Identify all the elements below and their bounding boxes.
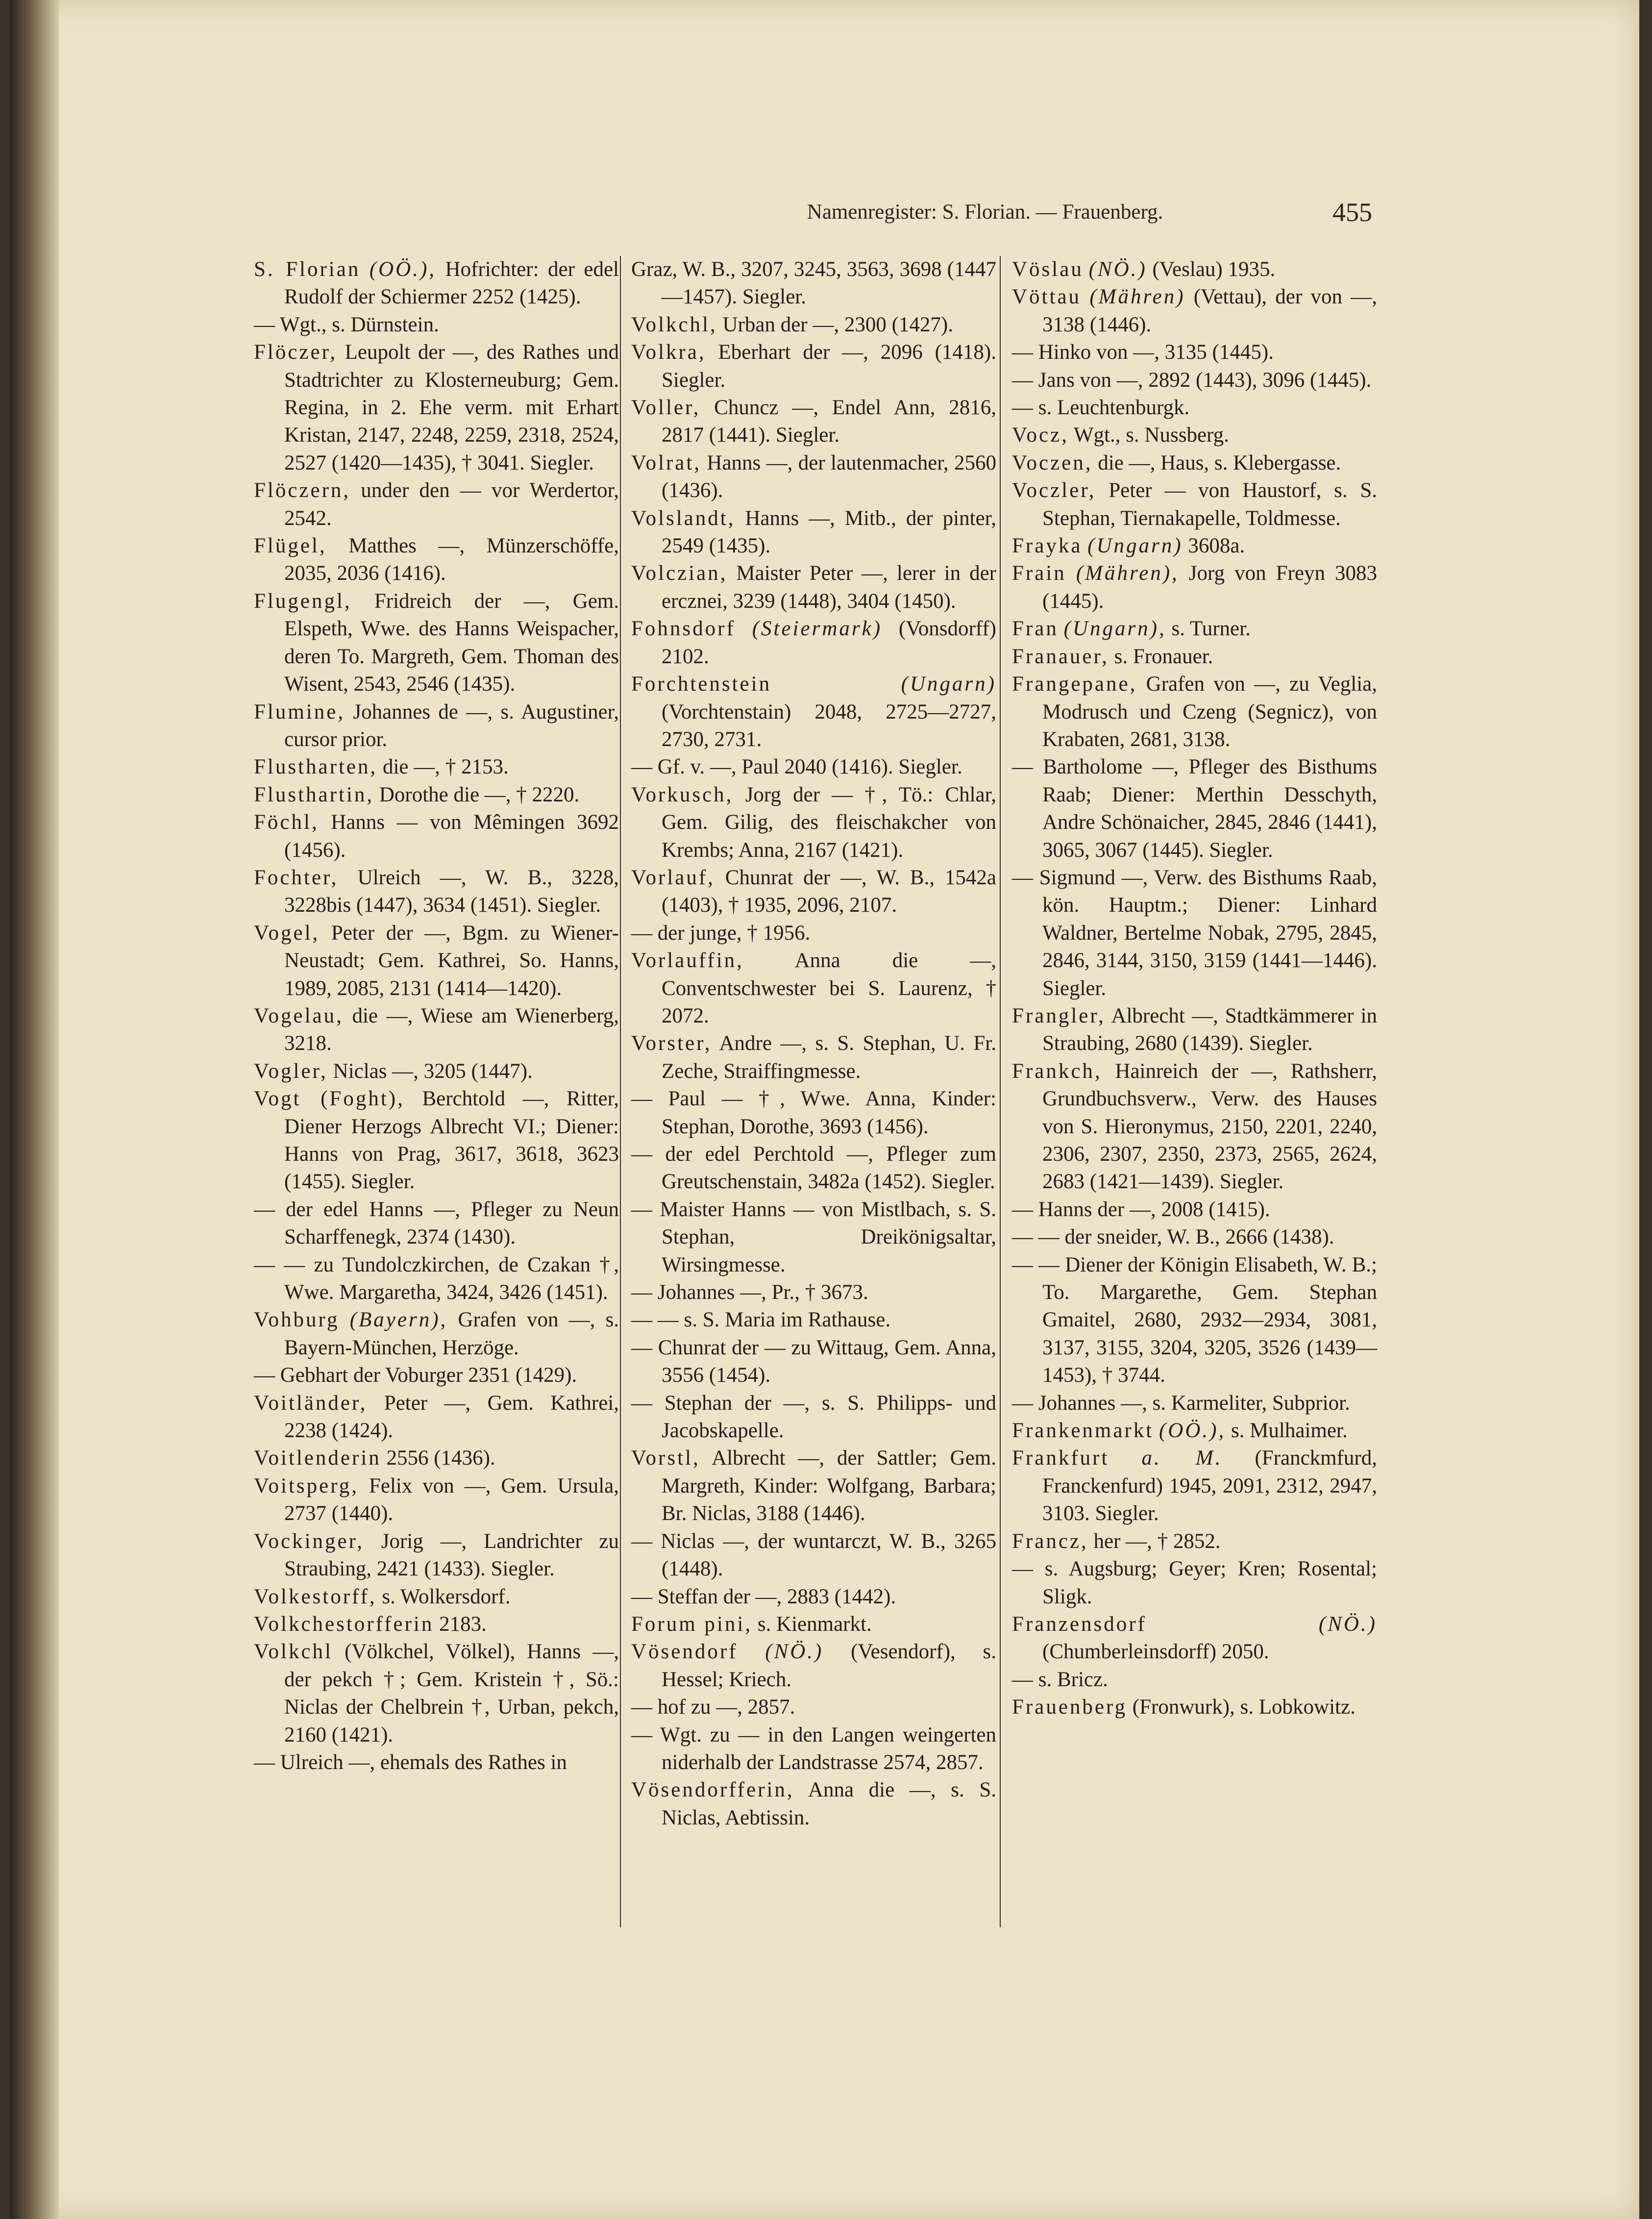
entry-place-qualifier: (Ungarn), [1063, 617, 1166, 641]
index-entry [631, 339, 996, 394]
index-entry [254, 1445, 619, 1472]
index-entry [631, 1196, 996, 1279]
entry-headword: Vorlauffin, [631, 949, 744, 972]
entry-headword: Frangler, [1012, 1004, 1106, 1027]
entry-text: — — s. S. Maria im Rathause. [631, 1308, 891, 1332]
entry-text: (Völkchel, Völkel), Hanns —, der pekch †; Gem. Kristein †, Sö.: Niclas der Chelbrein †, Urban, pekch, 2160 (1421). [284, 1640, 619, 1746]
entry-headword: Vorster, [631, 1032, 712, 1055]
index-entry [631, 1721, 996, 1777]
index-entry [631, 311, 996, 339]
index-entry [631, 671, 996, 753]
entry-text: Chunrat der —, W. B., 1542a (1403), † 1935, 2096, 2107. [662, 866, 996, 917]
book-page [10, 0, 1639, 2219]
entry-text: Ulreich —, W. B., 3228, 3228bis (1447), 3634 (1451). Siegler. [284, 866, 619, 917]
entry-headword: Volkra, [631, 341, 706, 364]
entry-headword: Franzensdorf [1012, 1612, 1147, 1636]
entry-headword: Vocz, [1012, 424, 1069, 447]
index-entry [254, 1528, 619, 1583]
entry-text: Andre —, s. S. Stephan, U. Fr. Zeche, Straiffingmesse. [662, 1032, 996, 1083]
entry-headword: Vorstl, [631, 1446, 700, 1470]
entry-text: Fridreich der —, Gem. Elspeth, Wwe. des Hanns Weispacher, deren To. Margreth, Gem. Thoman des Wisent, 2543, 2546 (1435). [284, 589, 619, 696]
index-entry [631, 1776, 996, 1832]
entry-headword: Volkchl [254, 1640, 333, 1664]
index-entry [631, 864, 996, 920]
entry-headword: Fran [1012, 617, 1059, 641]
entry-text: (Chumberleinsdorff) 2050. [1042, 1640, 1269, 1664]
entry-headword: Volrat, [631, 451, 702, 474]
entry-text: (Vonsdorff) 2102. [662, 617, 996, 668]
entry-headword: Vöttau [1012, 285, 1082, 309]
entry-place-qualifier: (Ungarn) [1087, 534, 1183, 558]
entry-headword: Flustharten, [254, 755, 378, 779]
index-entry [254, 920, 619, 1002]
entry-headword: Volkchl, [631, 313, 717, 336]
entry-headword: Vogler, [254, 1059, 328, 1083]
entry-text: — Hanns der —, 2008 (1415). [1012, 1197, 1270, 1221]
entry-text: — s. Augsburg; Geyer; Kren; Rosental; Sligk. [1012, 1557, 1377, 1608]
entry-text: Urban der —, 2300 (1427). [717, 313, 954, 336]
entry-text: — der junge, † 1956. [631, 921, 811, 945]
index-entry [631, 1583, 996, 1611]
entry-headword: Frauenberg [1012, 1695, 1128, 1719]
index-entry [254, 1638, 619, 1749]
entry-headword: Franauer, [1012, 645, 1109, 668]
entry-headword: Voitsperg, [254, 1474, 359, 1497]
index-entry [631, 1694, 996, 1721]
index-entry [1012, 1251, 1377, 1390]
entry-text: — Ulreich —, ehemals des Rathes in [254, 1750, 567, 1774]
index-entry [631, 1611, 996, 1638]
entry-text: die —, Wiese am Wienerberg, 3218. [284, 1004, 619, 1055]
entry-headword: S. Florian [254, 258, 361, 281]
index-entry [1012, 560, 1377, 615]
entry-text: Chuncz —, Endel Ann, 2816, 2817 (1441). Siegler. [662, 396, 996, 447]
entry-text: Wgt., s. Nussberg. [1068, 424, 1229, 447]
entry-place-qualifier: (NÖ.) [1318, 1612, 1377, 1636]
index-entry [254, 1390, 619, 1445]
entry-text: — Johannes —, s. Karmeliter, Subprior. [1012, 1391, 1350, 1415]
index-entry [1012, 1417, 1377, 1445]
index-entry [254, 339, 619, 477]
entry-text: — Maister Hanns — von Mistlbach, s. S. Stephan, Dreikönigsaltar, Wirsingmesse. [631, 1197, 996, 1276]
entry-place-qualifier: (OÖ.), [369, 258, 437, 281]
entry-text: s. Kienmarkt. [752, 1612, 872, 1636]
entry-text: (Vesendorf), s. Hessel; Kriech. [662, 1640, 996, 1691]
index-entry [254, 1196, 619, 1251]
entry-text: Maister Peter —, lerer in der ercznei, 3239 (1448), 3404 (1450). [662, 562, 996, 613]
entry-text: — — zu Tundolczkirchen, de Czakan †, Wwe. Margaretha, 3424, 3426 (1451). [254, 1253, 619, 1304]
entry-headword: Fochter, [254, 866, 339, 889]
entry-headword: Flöczern, [254, 479, 351, 502]
column-rule-2 [1000, 256, 1001, 1927]
entry-headword: Volslandt, [631, 506, 736, 530]
page-number: 455 [1332, 198, 1372, 227]
entry-text: — Gebhart der Voburger 2351 (1429). [254, 1364, 577, 1387]
entry-text: Hanns —, Mitb., der pinter, 2549 (1435). [662, 506, 996, 558]
index-entry [254, 256, 619, 311]
entry-text: Hanns —, der lautenmacher, 2560 (1436). [662, 451, 996, 502]
index-entry [631, 1030, 996, 1085]
index-entry [631, 1279, 996, 1306]
entry-text: — Wgt. zu — in den Langen weingerten niderhalb der Landstrasse 2574, 2857. [631, 1723, 996, 1774]
index-entry [631, 781, 996, 864]
entry-headword: Flügel, [254, 534, 327, 558]
entry-text: Grafen von —, s. Bayern-München, Herzöge. [284, 1308, 619, 1359]
entry-headword: Vockinger, [254, 1529, 364, 1553]
entry-headword: Frayka [1012, 534, 1083, 558]
index-entry [631, 753, 996, 781]
column-rule-1 [620, 256, 621, 1927]
entry-text: 2556 (1436). [381, 1446, 495, 1470]
index-column-1 [254, 256, 619, 1776]
index-entry [254, 781, 619, 809]
entry-text: Anna die —, s. S. Niclas, Aebtissin. [662, 1778, 996, 1829]
index-entry [1012, 1445, 1377, 1527]
index-entry [1012, 615, 1377, 643]
index-entry [631, 920, 996, 947]
entry-text: Hainreich der —, Rathsherr, Grundbuchsverw., Verw. des Hauses von S. Hieronymus, 2150, 2201, 2240, 2306, 2307, 2350, 2373, 2565, 2624, 2683 (1421—1439). Siegler. [1042, 1059, 1377, 1194]
entry-text: Graz, W. B., 3207, 3245, 3563, 3698 (1447—1457). Siegler. [631, 258, 996, 309]
entry-text: — der edel Perchtold —, Pfleger zum Greutschenstain, 3482a (1452). Siegler. [631, 1143, 996, 1194]
entry-text: — Niclas —, der wuntarczt, W. B., 3265 (1448). [631, 1529, 996, 1581]
index-entry [254, 1251, 619, 1307]
entry-headword: Vorlauf, [631, 866, 715, 889]
entry-text: — Hinko von —, 3135 (1445). [1012, 341, 1274, 364]
entry-text: her —, † 2852. [1088, 1529, 1221, 1553]
index-entry [1012, 671, 1377, 753]
entry-headword: Voczler, [1012, 479, 1096, 502]
entry-text: — hof zu —, 2857. [631, 1695, 795, 1719]
index-entry [1012, 1002, 1377, 1058]
entry-headword: Volczian, [631, 562, 728, 585]
entry-text: — s. Leuchtenburgk. [1012, 396, 1190, 420]
index-entry [631, 560, 996, 615]
index-entry [254, 1085, 619, 1196]
entry-text: s. Wolkersdorf. [376, 1585, 511, 1608]
index-entry [1012, 367, 1377, 394]
index-entry [631, 1390, 996, 1445]
entry-text: — der edel Hanns —, Pfleger zu Neun Scharffenegk, 2374 (1430). [254, 1197, 619, 1249]
entry-headword: Flumine, [254, 700, 345, 723]
entry-headword: Föchl, [254, 811, 319, 834]
index-entry [254, 1058, 619, 1085]
index-entry [1012, 394, 1377, 422]
entry-place-qualifier: (Ungarn) [901, 673, 996, 696]
entry-headword: Vogt (Foght), [254, 1087, 405, 1111]
entry-text: — Chunrat der — zu Wittaug, Gem. Anna, 3556 (1454). [631, 1336, 996, 1387]
entry-headword: Vösendorf [631, 1640, 738, 1664]
index-entry [254, 1362, 619, 1389]
entry-headword: Voller, [631, 396, 701, 420]
entry-text: — s. Bricz. [1012, 1668, 1108, 1691]
entry-headword: Forchtenstein [631, 673, 772, 696]
entry-headword: Forum pini, [631, 1612, 753, 1636]
index-entry [254, 311, 619, 339]
page-gutter [10, 0, 59, 2219]
entry-headword: Fohnsdorf [631, 617, 736, 641]
index-entry [631, 947, 996, 1030]
entry-headword: Flugengl, [254, 589, 352, 613]
entry-text: Albrecht —, der Sattler; Gem. Margreth, Kinder: Wolfgang, Barbara; Br. Niclas, 3188 (1446). [662, 1446, 996, 1525]
entry-text: Leupolt der —, des Rathes und Stadtrichter zu Klosterneuburg; Gem. Regina, in 2. Ehe verm. mit Erhart Kristan, 2147, 2248, 2259, 2318, 2524, 2527 (1420—1435), † 3041. Siegler. [284, 341, 619, 474]
index-column-2 [631, 256, 996, 1832]
index-entry [254, 532, 619, 588]
entry-text: Matthes —, Münzerschöffe, 2035, 2036 (1416). [284, 534, 619, 585]
index-entry [631, 505, 996, 560]
index-entry [1012, 1666, 1377, 1694]
entry-headword: Volkestorff, [254, 1585, 377, 1608]
index-entry [631, 1638, 996, 1694]
entry-text: — — Diener der Königin Elisabeth, W. B.; To. Margarethe, Gem. Stephan Gmaitel, 2680, 2932—2934, 3081, 3137, 3155, 3204, 3205, 3526 (1439—1453), † 3744. [1012, 1253, 1377, 1387]
entry-text: — Johannes —, Pr., † 3673. [631, 1281, 868, 1304]
index-entry [254, 864, 619, 920]
index-column-3 [1012, 256, 1377, 1721]
index-entry [631, 449, 996, 505]
entry-headword: Frain [1012, 562, 1066, 585]
entry-text: — Wgt., s. Dürnstein. [254, 313, 439, 336]
entry-text: — Gf. v. —, Paul 2040 (1416). Siegler. [631, 755, 962, 779]
index-entry [631, 1528, 996, 1583]
entry-text: s. Turner. [1166, 617, 1251, 641]
entry-text: Dorothe die —, † 2220. [374, 783, 580, 806]
entry-headword: Frankch, [1012, 1059, 1102, 1083]
index-entry [1012, 1390, 1377, 1417]
entry-text: Albrecht —, Stadtkämmerer in Straubing, 2680 (1439). Siegler. [1042, 1004, 1377, 1055]
entry-text: Peter — von Haustorf, s. S. Stephan, Tiernakapelle, Toldmesse. [1042, 479, 1377, 530]
entry-headword: Vösendorfferin, [631, 1778, 794, 1802]
index-entry [1012, 339, 1377, 366]
index-entry [254, 477, 619, 532]
entry-text: die —, Haus, s. Klebergasse. [1092, 451, 1341, 474]
index-entry [1012, 1058, 1377, 1196]
entry-text: Felix von —, Gem. Ursula, 2737 (1440). [284, 1474, 619, 1525]
entry-headword: Voitlenderin [254, 1446, 381, 1470]
index-entry [1012, 1611, 1377, 1666]
index-entry [254, 809, 619, 864]
index-entry [631, 1085, 996, 1141]
entry-text: — Jans von —, 2892 (1443), 3096 (1445). [1012, 368, 1372, 392]
entry-headword: Vohburg [254, 1308, 340, 1332]
index-entry [631, 1306, 996, 1334]
entry-text: Johannes de —, s. Augustiner, cursor prior. [284, 700, 619, 751]
entry-text: Niclas —, 3205 (1447). [327, 1059, 533, 1083]
index-entry [1012, 1694, 1377, 1721]
entry-place-qualifier: (Bayern), [349, 1308, 448, 1332]
entry-place-qualifier: (NÖ.) [1088, 258, 1147, 281]
index-entry [254, 588, 619, 698]
entry-text: Anna die —, Conventschwester bei S. Laurenz, † 2072. [662, 949, 996, 1027]
entry-text: (Vettau), der von —, 3138 (1446). [1042, 285, 1377, 336]
index-entry [1012, 1555, 1377, 1611]
index-entry [1012, 283, 1377, 339]
entry-headword: Voczen, [1012, 451, 1093, 474]
entry-text: — Stephan der —, s. S. Philipps- und Jacobskapelle. [631, 1391, 996, 1443]
index-entry [631, 256, 996, 311]
entry-place-qualifier: a. M. [1141, 1446, 1223, 1470]
entry-place-qualifier: (Steiermark) [752, 617, 883, 641]
entry-text: Eberhart der —, 2096 (1418). Siegler. [662, 341, 996, 392]
entry-text: Peter der —, Bgm. zu Wiener-Neustadt; Gem. Kathrei, So. Hanns, 1989, 2085, 2131 (1414—1420). [284, 921, 619, 1000]
entry-text: (Fronwurk), s. Lobkowitz. [1127, 1695, 1356, 1719]
index-entry [254, 1749, 619, 1776]
entry-place-qualifier: (Mähren), [1076, 562, 1179, 585]
index-entry [1012, 449, 1377, 477]
index-entry [631, 1445, 996, 1527]
entry-headword: Vorkusch, [631, 783, 734, 806]
entry-text: Hanns — von Mêmingen 3692 (1456). [284, 811, 619, 862]
index-entry [631, 615, 996, 671]
index-entry [1012, 643, 1377, 671]
entry-text: Berchtold —, Ritter, Diener Herzogs Albrecht VI.; Diener: Hanns von Prag, 3617, 3618, 3623 (1455). Siegler. [284, 1087, 619, 1194]
entry-text: s. Fronauer. [1109, 645, 1213, 668]
entry-headword: Frankenmarkt [1012, 1419, 1154, 1443]
entry-text: 2183. [434, 1612, 487, 1636]
index-entry [1012, 864, 1377, 1002]
entry-headword: Voitländer, [254, 1391, 368, 1415]
entry-headword: Flusthartin, [254, 783, 374, 806]
entry-text: 3608a. [1183, 534, 1245, 558]
entry-text: — Paul — †, Wwe. Anna, Kinder: Stephan, Dorothe, 3693 (1456). [631, 1087, 996, 1138]
index-entry [1012, 477, 1377, 532]
entry-text: — Sigmund —, Verw. des Bisthums Raab, kön. Hauptm.; Diener: Linhard Waldner, Bertelme Nobak, 2795, 2845, 2846, 3144, 3150, 3159 (1441—1446). Siegler. [1012, 866, 1377, 1000]
entry-text: — — der sneider, W. B., 2666 (1438). [1012, 1225, 1334, 1249]
entry-place-qualifier: (NÖ.) [765, 1640, 824, 1664]
index-entry [254, 1306, 619, 1362]
index-entry [254, 1002, 619, 1058]
entry-text: — Bartholome —, Pfleger des Bisthums Raab; Diener: Merthin Desschyth, Andre Schönaicher, 2845, 2846 (1441), 3065, 3067 (1445). Siegler. [1012, 755, 1377, 862]
entry-text: Hofrichter: der edel Rudolf der Schiermer 2252 (1425). [284, 258, 619, 309]
entry-place-qualifier: (Mähren) [1089, 285, 1185, 309]
running-header: Namenregister: S. Florian. — Frauenberg. [807, 200, 1163, 224]
entry-text: Jorg der — †, Tö.: Chlar, Gem. Gilig, des fleischakcher von Krembs; Anna, 2167 (1421). [662, 783, 996, 862]
entry-headword: Vogel, [254, 921, 320, 945]
entry-headword: Francz, [1012, 1529, 1088, 1553]
entry-text: (Veslau) 1935. [1147, 258, 1276, 281]
index-entry [254, 753, 619, 781]
index-entry [254, 1611, 619, 1638]
index-entry [631, 1141, 996, 1196]
entry-text: s. Mulhaimer. [1226, 1419, 1348, 1443]
entry-text: Jorg von Freyn 3083 (1445). [1042, 562, 1377, 613]
entry-headword: Frankfurt [1012, 1446, 1110, 1470]
index-entry [1012, 1223, 1377, 1251]
entry-headword: Frangepane, [1012, 673, 1137, 696]
entry-text: (Vorchtenstain) 2048, 2725—2727, 2730, 2731. [662, 700, 996, 751]
index-entry [631, 1334, 996, 1390]
index-entry [254, 1472, 619, 1528]
index-entry [1012, 753, 1377, 864]
index-entry [1012, 1196, 1377, 1223]
index-entry [254, 698, 619, 754]
entry-text: Jorig —, Landrichter zu Straubing, 2421 (1433). Siegler. [284, 1529, 619, 1581]
index-entry [1012, 1528, 1377, 1555]
index-entry [631, 394, 996, 449]
entry-text: die —, † 2153. [377, 755, 509, 779]
entry-text: Grafen von —, zu Veglia, Modrusch und Czeng (Segnicz), von Krabaten, 2681, 3138. [1042, 673, 1377, 751]
entry-headword: Flöczer, [254, 341, 337, 364]
entry-text: under den — vor Werdertor, 2542. [284, 479, 619, 530]
entry-headword: Volkchestorfferin [254, 1612, 434, 1636]
entry-text: Peter —, Gem. Kathrei, 2238 (1424). [284, 1391, 619, 1443]
entry-text: — Steffan der —, 2883 (1442). [631, 1585, 896, 1608]
index-entry [254, 1583, 619, 1611]
index-entry [1012, 532, 1377, 560]
entry-place-qualifier: (OÖ.), [1159, 1419, 1226, 1443]
entry-headword: Vogelau, [254, 1004, 344, 1027]
index-entry [1012, 256, 1377, 283]
entry-text: (Franckmfurd, Franckenfurd) 1945, 2091, 2312, 2947, 3103. Siegler. [1042, 1446, 1378, 1525]
entry-headword: Vöslau [1012, 258, 1084, 281]
index-entry [1012, 422, 1377, 449]
